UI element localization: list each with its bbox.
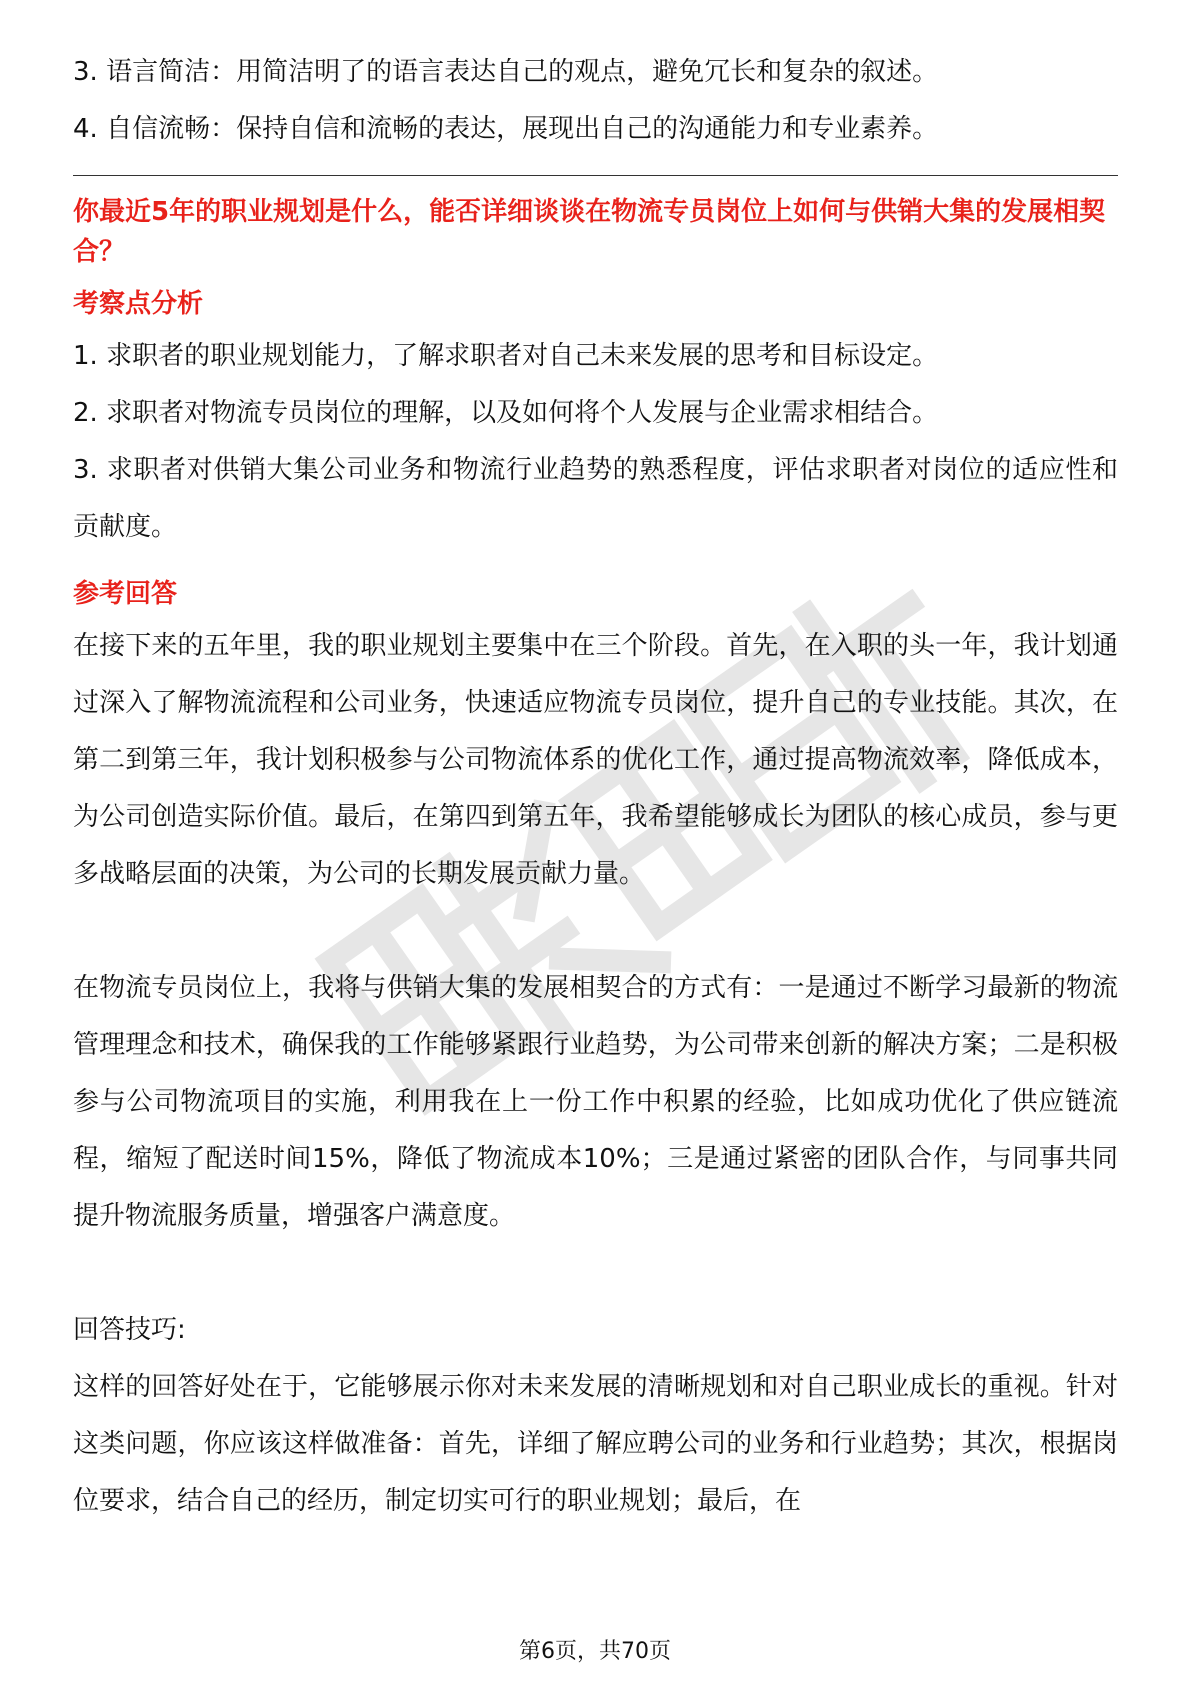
analysis-item: 2. 求职者对物流专员岗位的理解，以及如何将个人发展与企业需求相结合。 [73, 398, 939, 428]
reference-paragraph: 在物流专员岗位上，我将与供销大集的发展相契合的方式有：一是通过不断学习最新的物流管理理念和技术，确保我的工作能够紧跟行业趋势，为公司带来创新的解决方案；二是积极参与公司物流项目的实施，利用我在上一份工作中积累的经验，比如成功优化了供应链流程，缩短了配送时间15%，降低了物流成本10%；三是通过紧密的团队合作，与同事共同提升物流服务质量，增强客户满意度。 [73, 973, 1118, 1231]
reference-paragraph: 在接下来的五年里，我的职业规划主要集中在三个阶段。首先，在入职的头一年，我计划通过深入了解物流流程和公司业务，快速适应物流专员岗位，提升自己的专业技能。其次，在第二到第三年，我计划积极参与公司物流体系的优化工作，通过提高物流效率，降低成本，为公司创造实际价值。最后，在第四到第五年，我希望能够成长为团队的核心成员，参与更多战略层面的决策，为公司的长期发展贡献力量。 [73, 631, 1118, 889]
tips-paragraph: 这样的回答好处在于，它能够展示你对未来发展的清晰规划和对自己职业成长的重视。针对这类问题，你应该这样做准备：首先，详细了解应聘公司的业务和行业趋势；其次，根据岗位要求，结合自己的经历，制定切实可行的职业规划；最后，在 [73, 1372, 1118, 1516]
intro-item: 4. 自信流畅：保持自信和流畅的表达，展现出自己的沟通能力和专业素养。 [73, 114, 939, 144]
tips-heading: 回答技巧: [73, 1315, 186, 1345]
analysis-item: 1. 求职者的职业规划能力，了解求职者对自己未来发展的思考和目标设定。 [73, 341, 939, 371]
analysis-item: 3. 求职者对供销大集公司业务和物流行业趋势的熟悉程度，评估求职者对岗位的适应性和贡献度。 [73, 455, 1118, 542]
question-title: 你最近5年的职业规划是什么，能否详细谈谈在物流专员岗位上如何与供销大集的发展相契合？ [73, 197, 1106, 267]
intro-item: 3. 语言简洁：用简洁明了的语言表达自己的观点，避免冗长和复杂的叙述。 [73, 57, 939, 87]
analysis-heading: 考察点分析 [73, 289, 204, 319]
page-number: 第6页，共70页 [519, 1639, 671, 1664]
reference-heading: 参考回答 [73, 579, 178, 609]
section-divider [73, 175, 1118, 176]
paragraph-gap [73, 1245, 1118, 1302]
content-area [73, 44, 1118, 1530]
paragraph-gap [73, 903, 1118, 960]
